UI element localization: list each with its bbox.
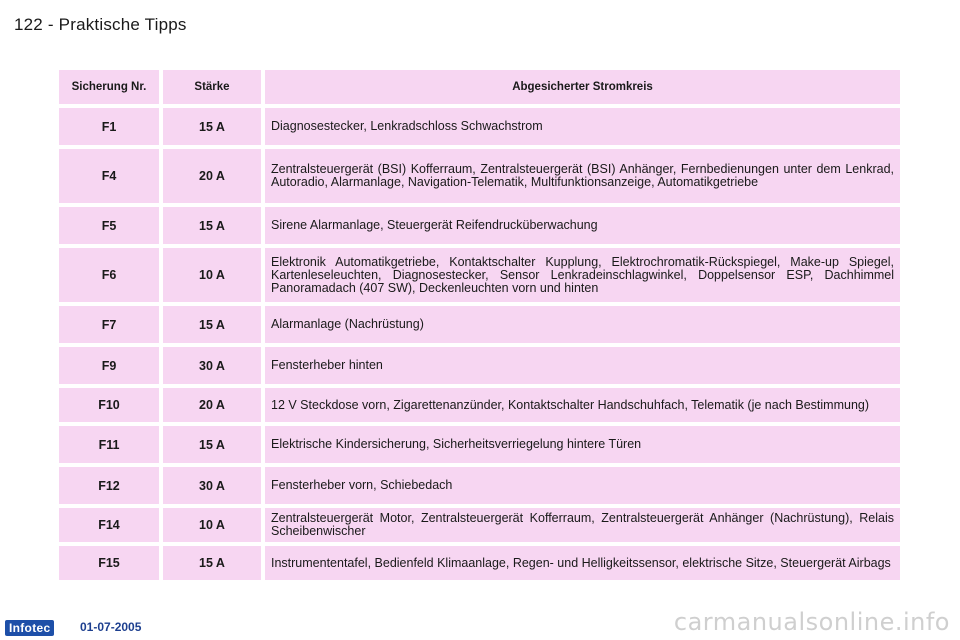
table-header-row <box>59 70 900 104</box>
fuse-number-cell: F7 <box>59 306 159 343</box>
table-row <box>59 347 900 384</box>
fuse-number-cell: F10 <box>59 388 159 422</box>
footer-date: 01-07-2005 <box>80 620 142 634</box>
table-row <box>59 508 900 542</box>
watermark: carmanualsonline.info <box>673 608 950 636</box>
table-row <box>59 388 900 422</box>
circuit-cell: Sirene Alarmanlage, Steuergerät Reifendrucküberwachung <box>265 207 900 244</box>
circuit-cell: Instrumententafel, Bedienfeld Klimaanlage, Regen- und Helligkeitssensor, elektrische Sitze, Steuergerät Airbags <box>265 546 900 580</box>
circuit-cell: Diagnosestecker, Lenkradschloss Schwachstrom <box>265 108 900 145</box>
circuit-cell: Zentralsteuergerät (BSI) Kofferraum, Zentralsteuergerät (BSI) Anhänger, Fernbedienungen unter dem Lenkrad, Autoradio, Alarmanlage, Navigation-Telematik, Multifunktionsanzeige, Automatikgetriebe <box>265 149 900 203</box>
fuse-number-cell: F6 <box>59 248 159 302</box>
amperage-cell: 15 A <box>163 306 261 343</box>
circuit-cell: Elektronik Automatikgetriebe, Kontaktschalter Kupplung, Elektrochromatik-Rückspiegel, Make-up Spiegel, Kartenleseleuchten, Diagnosestecker, Sensor Lenkradeinschlagwinkel, Doppelsensor ESP, Dachhimmel Panoramadach (407 SW), Deckenleuchten vorn und hinten <box>265 248 900 302</box>
fuse-number-cell: F9 <box>59 347 159 384</box>
fuse-table <box>55 66 904 584</box>
circuit-cell: Fensterheber vorn, Schiebedach <box>265 467 900 504</box>
amperage-cell: 10 A <box>163 248 261 302</box>
circuit-cell: Zentralsteuergerät Motor, Zentralsteuergerät Kofferraum, Zentralsteuergerät Anhänger (Nachrüstung), Relais Scheibenwischer <box>265 508 900 542</box>
amperage-cell: 20 A <box>163 149 261 203</box>
table-row <box>59 108 900 145</box>
fuse-number-cell: F15 <box>59 546 159 580</box>
infotec-logo: Infotec <box>5 620 54 636</box>
table-row <box>59 248 900 302</box>
fuse-number-cell: F4 <box>59 149 159 203</box>
table-row <box>59 426 900 463</box>
amperage-cell: 20 A <box>163 388 261 422</box>
amperage-cell: 10 A <box>163 508 261 542</box>
circuit-cell: Elektrische Kindersicherung, Sicherheitsverriegelung hintere Türen <box>265 426 900 463</box>
fuse-table-body <box>59 108 900 580</box>
amperage-cell: 15 A <box>163 207 261 244</box>
table-row <box>59 546 900 580</box>
amperage-cell: 30 A <box>163 467 261 504</box>
header-fuse-number: Sicherung Nr. <box>59 70 159 104</box>
circuit-cell: 12 V Steckdose vorn, Zigarettenanzünder, Kontaktschalter Handschuhfach, Telematik (je nach Bestimmung) <box>265 388 900 422</box>
amperage-cell: 15 A <box>163 426 261 463</box>
circuit-cell: Fensterheber hinten <box>265 347 900 384</box>
header-amperage: Stärke <box>163 70 261 104</box>
table-row <box>59 467 900 504</box>
page-title: 122 - Praktische Tipps <box>14 15 187 34</box>
amperage-cell: 15 A <box>163 546 261 580</box>
fuse-number-cell: F1 <box>59 108 159 145</box>
amperage-cell: 30 A <box>163 347 261 384</box>
fuse-number-cell: F5 <box>59 207 159 244</box>
fuse-number-cell: F12 <box>59 467 159 504</box>
fuse-number-cell: F14 <box>59 508 159 542</box>
table-row <box>59 207 900 244</box>
table-row <box>59 149 900 203</box>
amperage-cell: 15 A <box>163 108 261 145</box>
table-row <box>59 306 900 343</box>
fuse-number-cell: F11 <box>59 426 159 463</box>
header-circuit: Abgesicherter Stromkreis <box>265 70 900 104</box>
circuit-cell: Alarmanlage (Nachrüstung) <box>265 306 900 343</box>
